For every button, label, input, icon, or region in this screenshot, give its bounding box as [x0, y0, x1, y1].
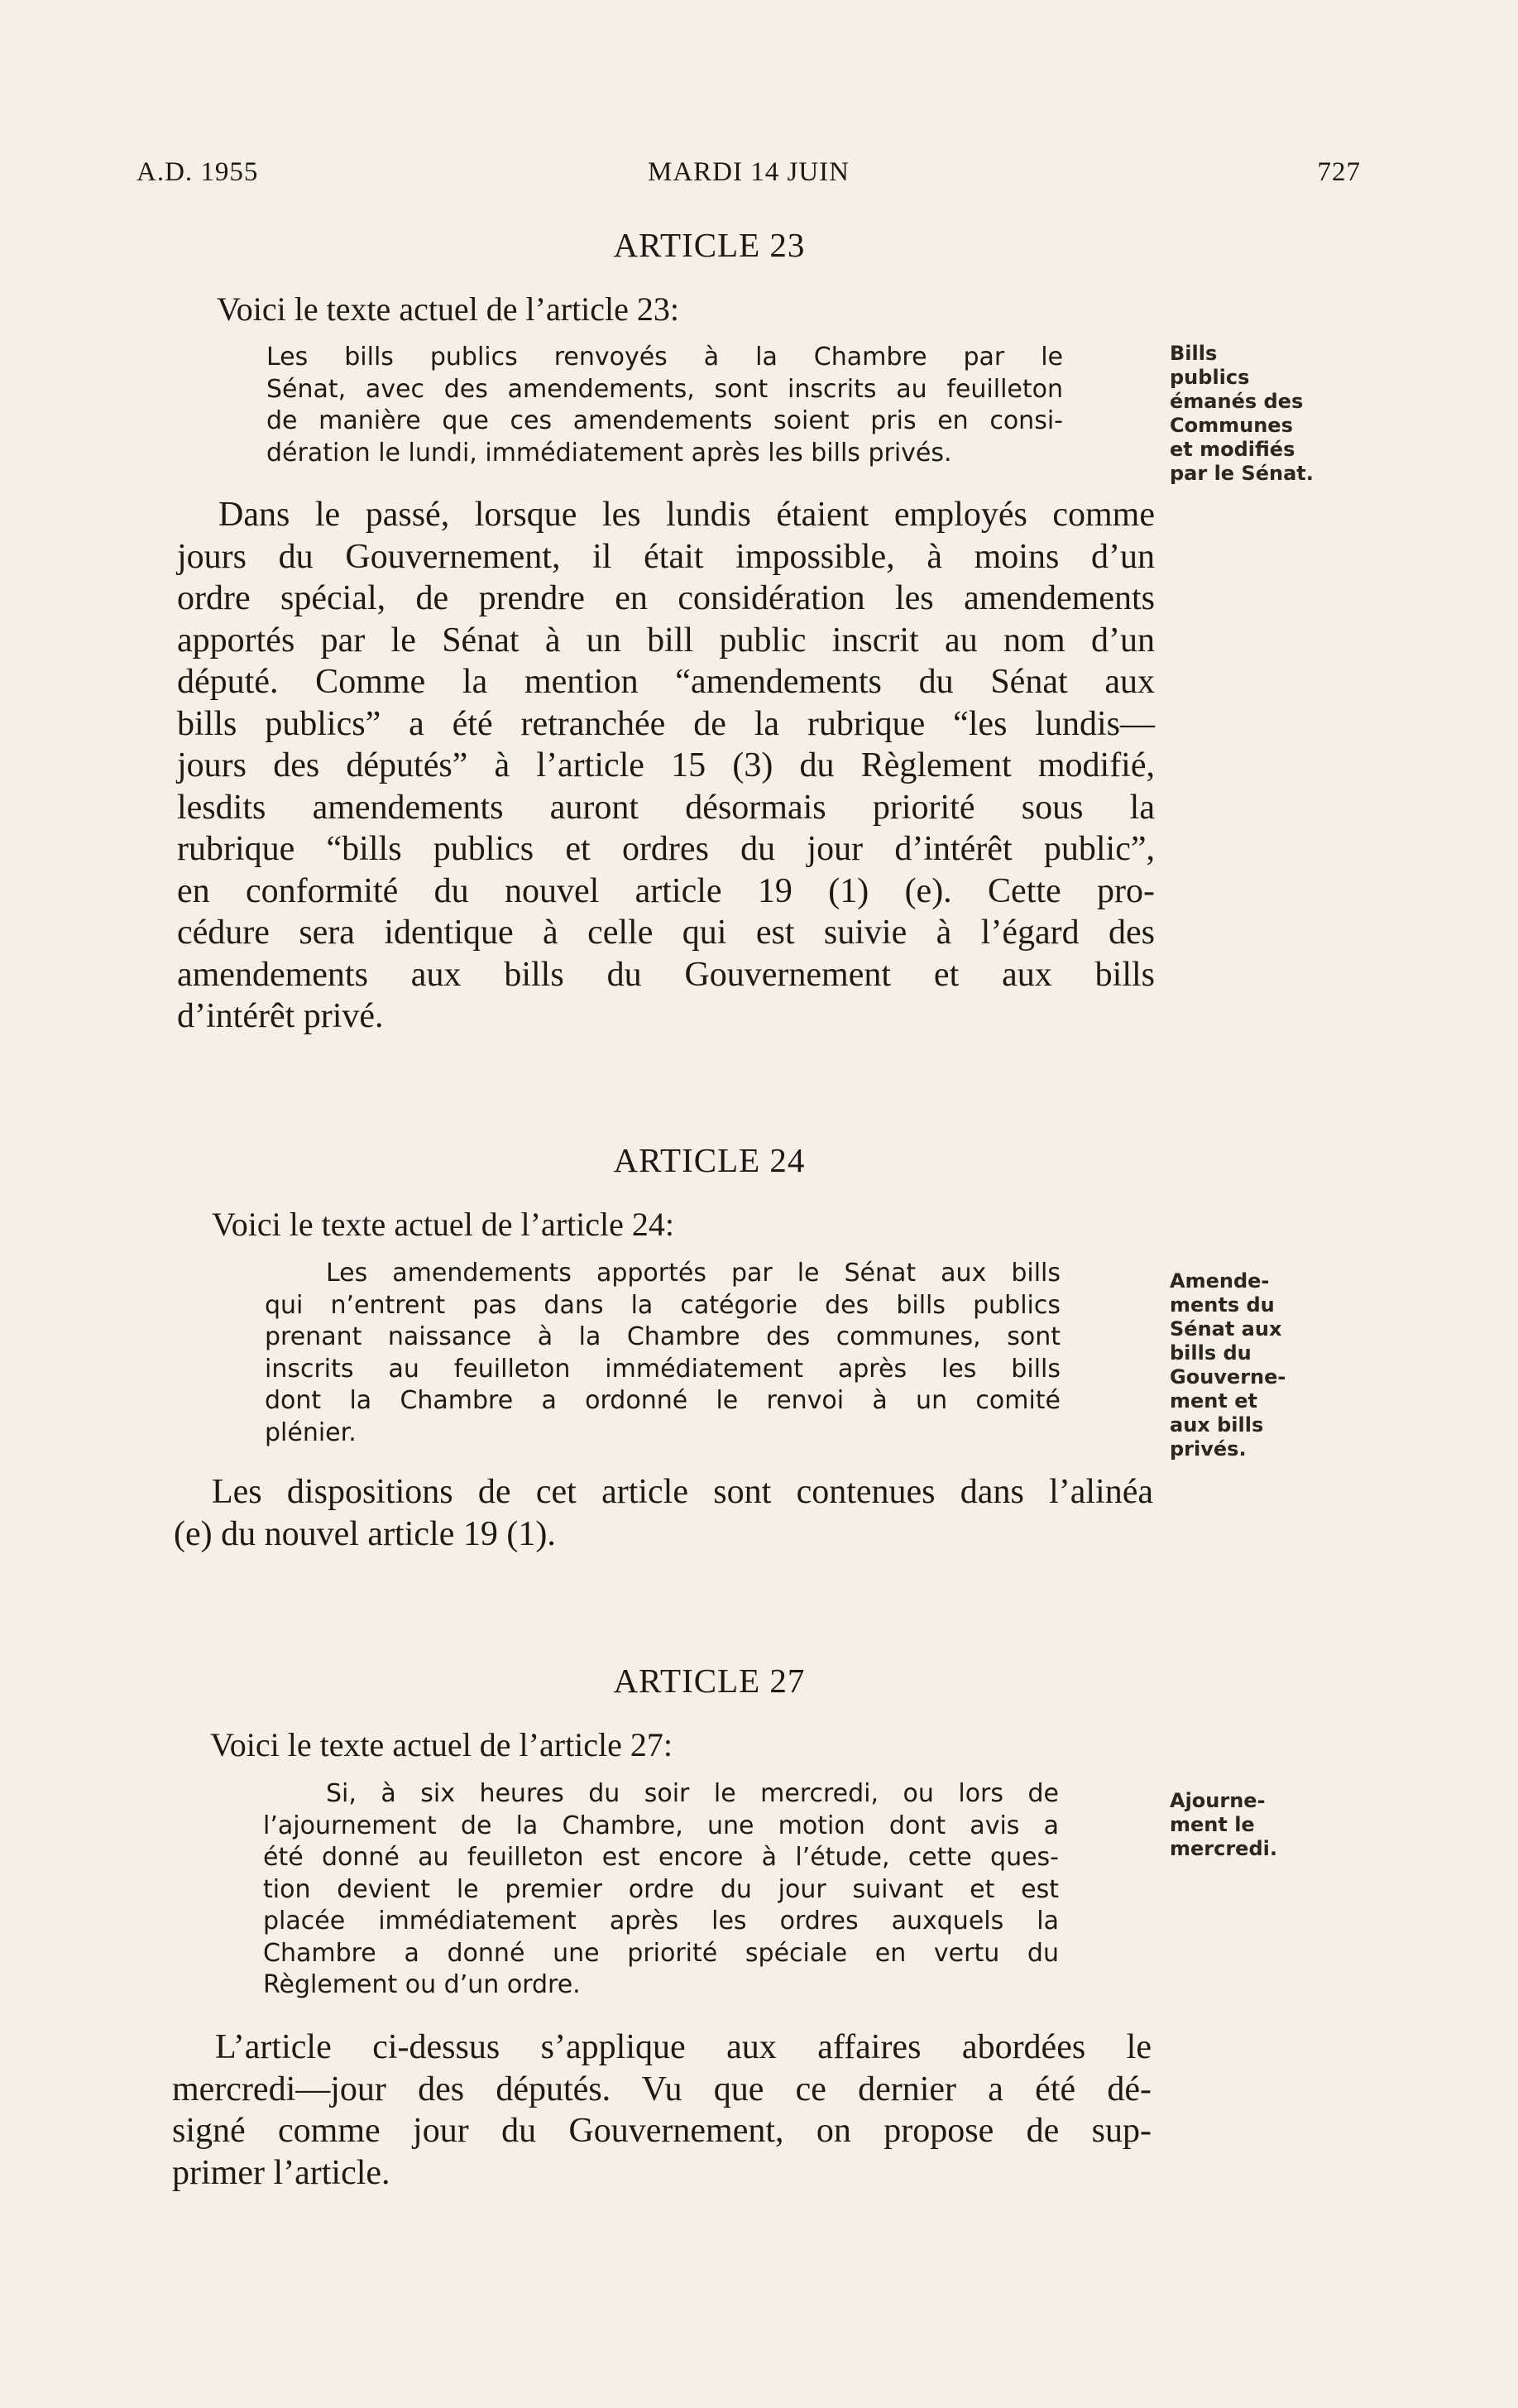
margin-note-line: ment le — [1170, 1813, 1255, 1836]
quote-line: de manière que ces amendements soient pris en consi- — [266, 406, 1063, 435]
article-quote — [263, 1778, 1059, 2002]
margin-note-line: par le Sénat. — [1170, 462, 1314, 485]
margin-note-line: et modifiés — [1170, 438, 1295, 461]
quote-line: Si, à six heures du soir le mercredi, ou lors de — [326, 1779, 1059, 1808]
quote-line: l’ajournement de la Chambre, une motion dont avis a — [263, 1811, 1059, 1840]
article-body — [177, 494, 1155, 1038]
quote-line: été donné au feuilleton est encore à l’étude, cette ques- — [263, 1843, 1059, 1872]
quote-line: qui n’entrent pas dans la catégorie des bills publics — [265, 1290, 1061, 1320]
body-line: bills publics” a été retranchée de la rubrique “les lundis— — [177, 704, 1155, 743]
quote-line: Sénat, avec des amendements, sont inscrits au feuilleton — [266, 374, 1063, 404]
body-line: ordre spécial, de prendre en considération les amendements — [177, 579, 1155, 617]
year-label: A.D. 1955 — [136, 157, 259, 187]
article-intro: Voici le texte actuel de l’article 23: — [217, 290, 680, 328]
margin-note-line: émanés des — [1170, 390, 1304, 413]
body-line: L’article ci-dessus s’applique aux affaires abordées le — [215, 2028, 1152, 2066]
article-body — [172, 2027, 1152, 2194]
quote-line: Les bills publics renvoyés à la Chambre par le — [266, 343, 1063, 372]
quote-line: dération le lundi, immédiatement après les bills privés. — [266, 438, 952, 468]
body-line: cédure sera identique à celle qui est suivie à l’égard des — [177, 914, 1155, 952]
quote-line: plénier. — [265, 1417, 357, 1447]
article-heading: ARTICLE 24 — [613, 1141, 806, 1179]
body-line: primer l’article. — [172, 2153, 390, 2192]
article-heading: ARTICLE 23 — [613, 226, 806, 264]
date-label: MARDI 14 JUIN — [648, 157, 850, 187]
body-line: Dans le passé, lorsque les lundis étaient employés comme — [218, 496, 1155, 534]
body-line: en conformité du nouvel article 19 (1) (e). Cette pro- — [177, 871, 1155, 910]
quote-line: Règlement ou d’un ordre. — [263, 1970, 581, 1999]
margin-note-line: Communes — [1170, 414, 1293, 437]
margin-note-line: Bills — [1170, 342, 1218, 365]
body-line: mercredi—jour des députés. Vu que ce dernier a été dé- — [172, 2070, 1152, 2108]
margin-note-line: bills du — [1170, 1341, 1252, 1365]
margin-note-line: Sénat aux — [1170, 1317, 1282, 1341]
body-line: jours du Gouvernement, il était impossible, à moins d’un — [177, 537, 1155, 576]
article-body — [174, 1471, 1153, 1555]
body-line: député. Comme la mention “amendements du Sénat aux — [177, 663, 1155, 701]
body-line: jours des députés” à l’article 15 (3) du Règlement modifié, — [177, 746, 1155, 784]
article-quote — [265, 1258, 1061, 1449]
body-line: signé comme jour du Gouvernement, on propose de sup- — [172, 2112, 1152, 2150]
body-line: lesdits amendements auront désormais priorité sous la — [177, 788, 1155, 827]
margin-note-line: ment et — [1170, 1389, 1257, 1413]
article-quote — [266, 342, 1063, 469]
body-line: (e) du nouvel article 19 (1). — [174, 1514, 556, 1553]
quote-line: placée immédiatement après les ordres auxquels la — [263, 1907, 1059, 1936]
page-number: 727 — [1317, 157, 1361, 187]
quote-line: tion devient le premier ordre du jour suivant et est — [263, 1874, 1059, 1904]
margin-note-line: ments du — [1170, 1293, 1275, 1317]
margin-note-line: mercredi. — [1170, 1837, 1277, 1860]
quote-line: Les amendements apportés par le Sénat aux bills — [326, 1259, 1061, 1288]
body-line: d’intérêt privé. — [177, 997, 384, 1035]
margin-note — [1170, 1269, 1335, 1461]
margin-note — [1170, 342, 1335, 486]
margin-note-line: publics — [1170, 366, 1250, 389]
margin-note-line: privés. — [1170, 1437, 1247, 1461]
margin-note-line: Ajourne- — [1170, 1789, 1266, 1812]
quote-line: dont la Chambre a ordonné le renvoi à un comité — [265, 1386, 1061, 1415]
body-line: amendements aux bills du Gouvernement et aux bills — [177, 955, 1155, 994]
margin-note — [1170, 1789, 1335, 1861]
quote-line: inscrits au feuilleton immédiatement après les bills — [265, 1354, 1061, 1384]
margin-note-line: aux bills — [1170, 1413, 1264, 1437]
quote-line: Chambre a donné une priorité spéciale en vertu du — [263, 1938, 1059, 1968]
article-heading: ARTICLE 27 — [613, 1662, 806, 1700]
quote-line: prenant naissance à la Chambre des communes, sont — [265, 1322, 1061, 1351]
margin-note-line: Amende- — [1170, 1269, 1270, 1293]
body-line: Les dispositions de cet article sont contenues dans l’alinéa — [212, 1473, 1153, 1511]
margin-note-line: Gouverne- — [1170, 1365, 1286, 1389]
body-line: apportés par le Sénat à un bill public inscrit au nom d’un — [177, 621, 1155, 660]
body-line: rubrique “bills publics et ordres du jour d’intérêt public”, — [177, 830, 1155, 868]
article-intro: Voici le texte actuel de l’article 24: — [212, 1206, 675, 1243]
running-head — [136, 157, 1361, 199]
article-intro: Voici le texte actuel de l’article 27: — [210, 1726, 673, 1763]
